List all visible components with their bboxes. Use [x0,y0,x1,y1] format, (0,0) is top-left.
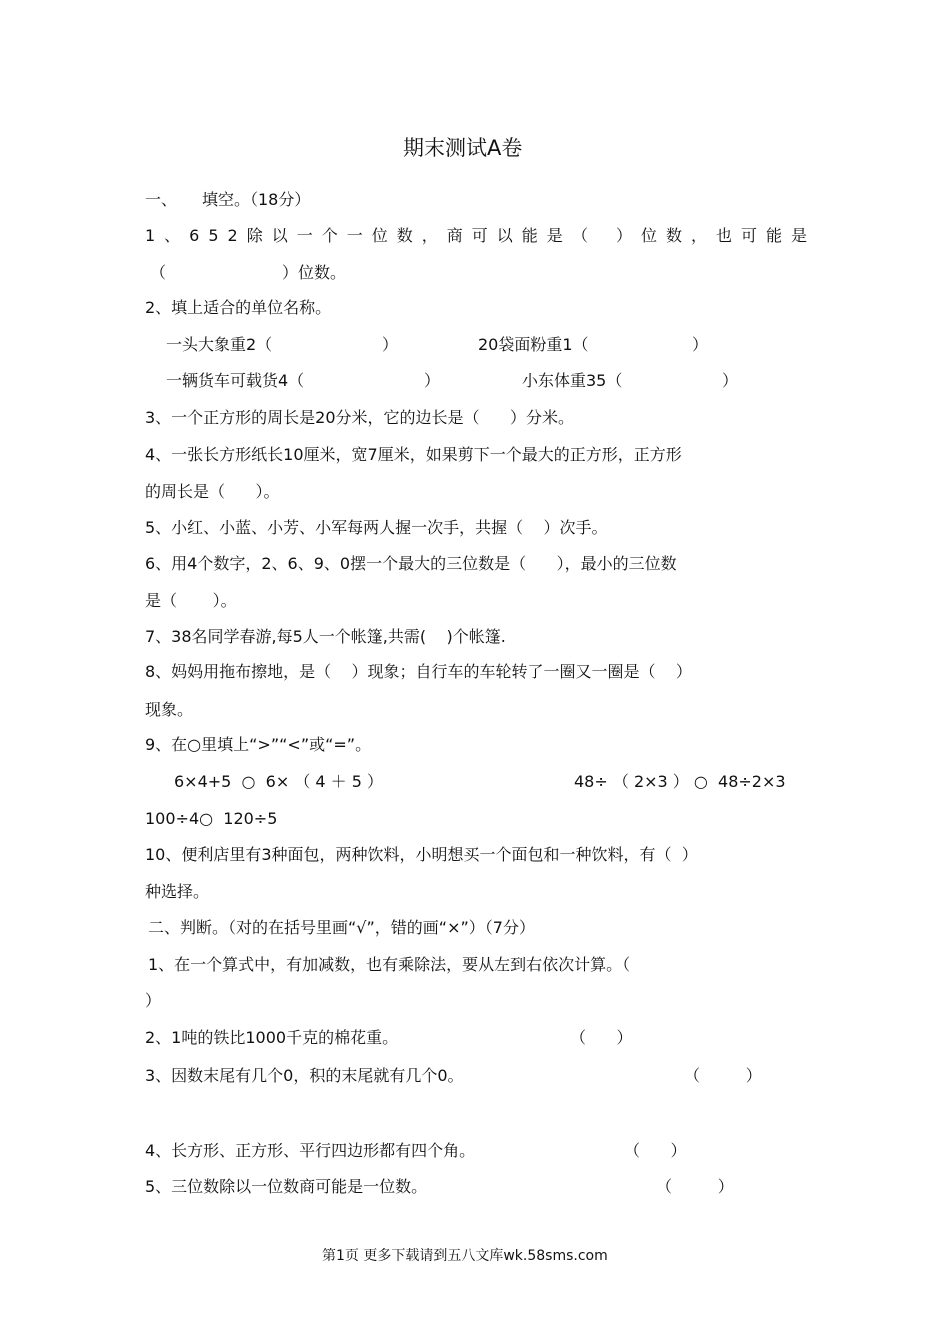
judge-1-close: ） [145,991,162,1010]
q6-line-2: 是（ ）。 [145,591,237,610]
q9-expression-3: 100÷4○ 120÷5 [145,809,278,828]
q2-text: 2、填上适合的单位名称。 [145,298,332,317]
section-1-heading: 填空。（18分） [202,190,311,209]
q1-text-3: ）位数。 [282,263,347,282]
judge-5-blank: （ ） [656,1177,734,1196]
section-1-number: 一、 [145,190,178,209]
q7-text: 7、38名同学春游,每5人一个帐篷,共需( )个帐篷. [145,627,506,646]
q1-open-paren-2: （ [150,263,167,282]
q9-prompt: 9、在○里填上“>”“<”或“=”。 [145,735,372,754]
q6-line-1: 6、用4个数字，2、6、9、0摆一个最大的三位数是（ ），最小的三位数 [145,554,677,573]
q2-item-elephant: 一头大象重2（ [166,335,273,354]
q1-text-2: ）位数，也可能是 [616,226,817,245]
q2-item-xiaodong-close: ） [722,371,739,390]
q3-text: 3、一个正方形的周长是20分米，它的边长是（ ）分米。 [145,408,575,427]
judge-2-blank: （ ） [570,1028,633,1047]
q4-line-1: 4、一张长方形纸长10厘米，宽7厘米，如果剪下一个最大的正方形，正方形 [145,445,682,464]
judge-1-text: 1、在一个算式中，有加减数，也有乘除法，要从左到右依次计算。（ [148,955,631,974]
q2-item-truck: 一辆货车可载货4（ [166,371,305,390]
q2-item-truck-close: ） [424,371,441,390]
q2-item-flour-close: ） [692,335,709,354]
q10-line-1: 10、便利店里有3种面包，两种饮料，小明想买一个面包和一种饮料，有（ ） [145,845,698,864]
judge-3-text: 3、因数末尾有几个0，积的末尾就有几个0。 [145,1066,464,1085]
q2-item-xiaodong: 小东体重35（ [522,371,623,390]
section-2-heading: 二、判断。（对的在括号里画“√”，错的画“×”）（7分） [148,918,535,937]
q5-text: 5、小红、小蓝、小芳、小军每两人握一次手，共握（ ）次手。 [145,518,608,537]
q9-expression-1: 6×4+5 ○ 6× （ 4 ＋ 5 ） [174,772,384,791]
q10-line-2: 种选择。 [145,882,210,901]
q8-line-2: 现象。 [145,700,194,719]
judge-5-text: 5、三位数除以一位数商可能是一位数。 [145,1177,428,1196]
q2-item-flour: 20袋面粉重1（ [478,335,589,354]
q1-open-paren: （ [572,226,589,245]
q8-line-1: 8、妈妈用拖布擦地，是（ ）现象；自行车的车轮转了一圈又一圈是（ ） [145,662,692,681]
q9-expression-2: 48÷ （ 2×3 ） ○ 48÷2×3 [574,772,786,791]
q1-text: 1、652除以一个一位数，商可以能是 [145,226,572,245]
judge-2-text: 2、1吨的铁比1000千克的棉花重。 [145,1028,399,1047]
q4-line-2: 的周长是（ ）。 [145,482,280,501]
page-title: 期末测试A卷 [403,136,523,160]
q2-item-elephant-close: ） [382,335,399,354]
page-footer: 第1页 更多下载请到五八文库wk.58sms.com [322,1248,608,1264]
judge-4-text: 4、长方形、正方形、平行四边形都有四个角。 [145,1141,476,1160]
judge-4-blank: （ ） [624,1141,687,1160]
judge-3-blank: （ ） [684,1066,762,1085]
